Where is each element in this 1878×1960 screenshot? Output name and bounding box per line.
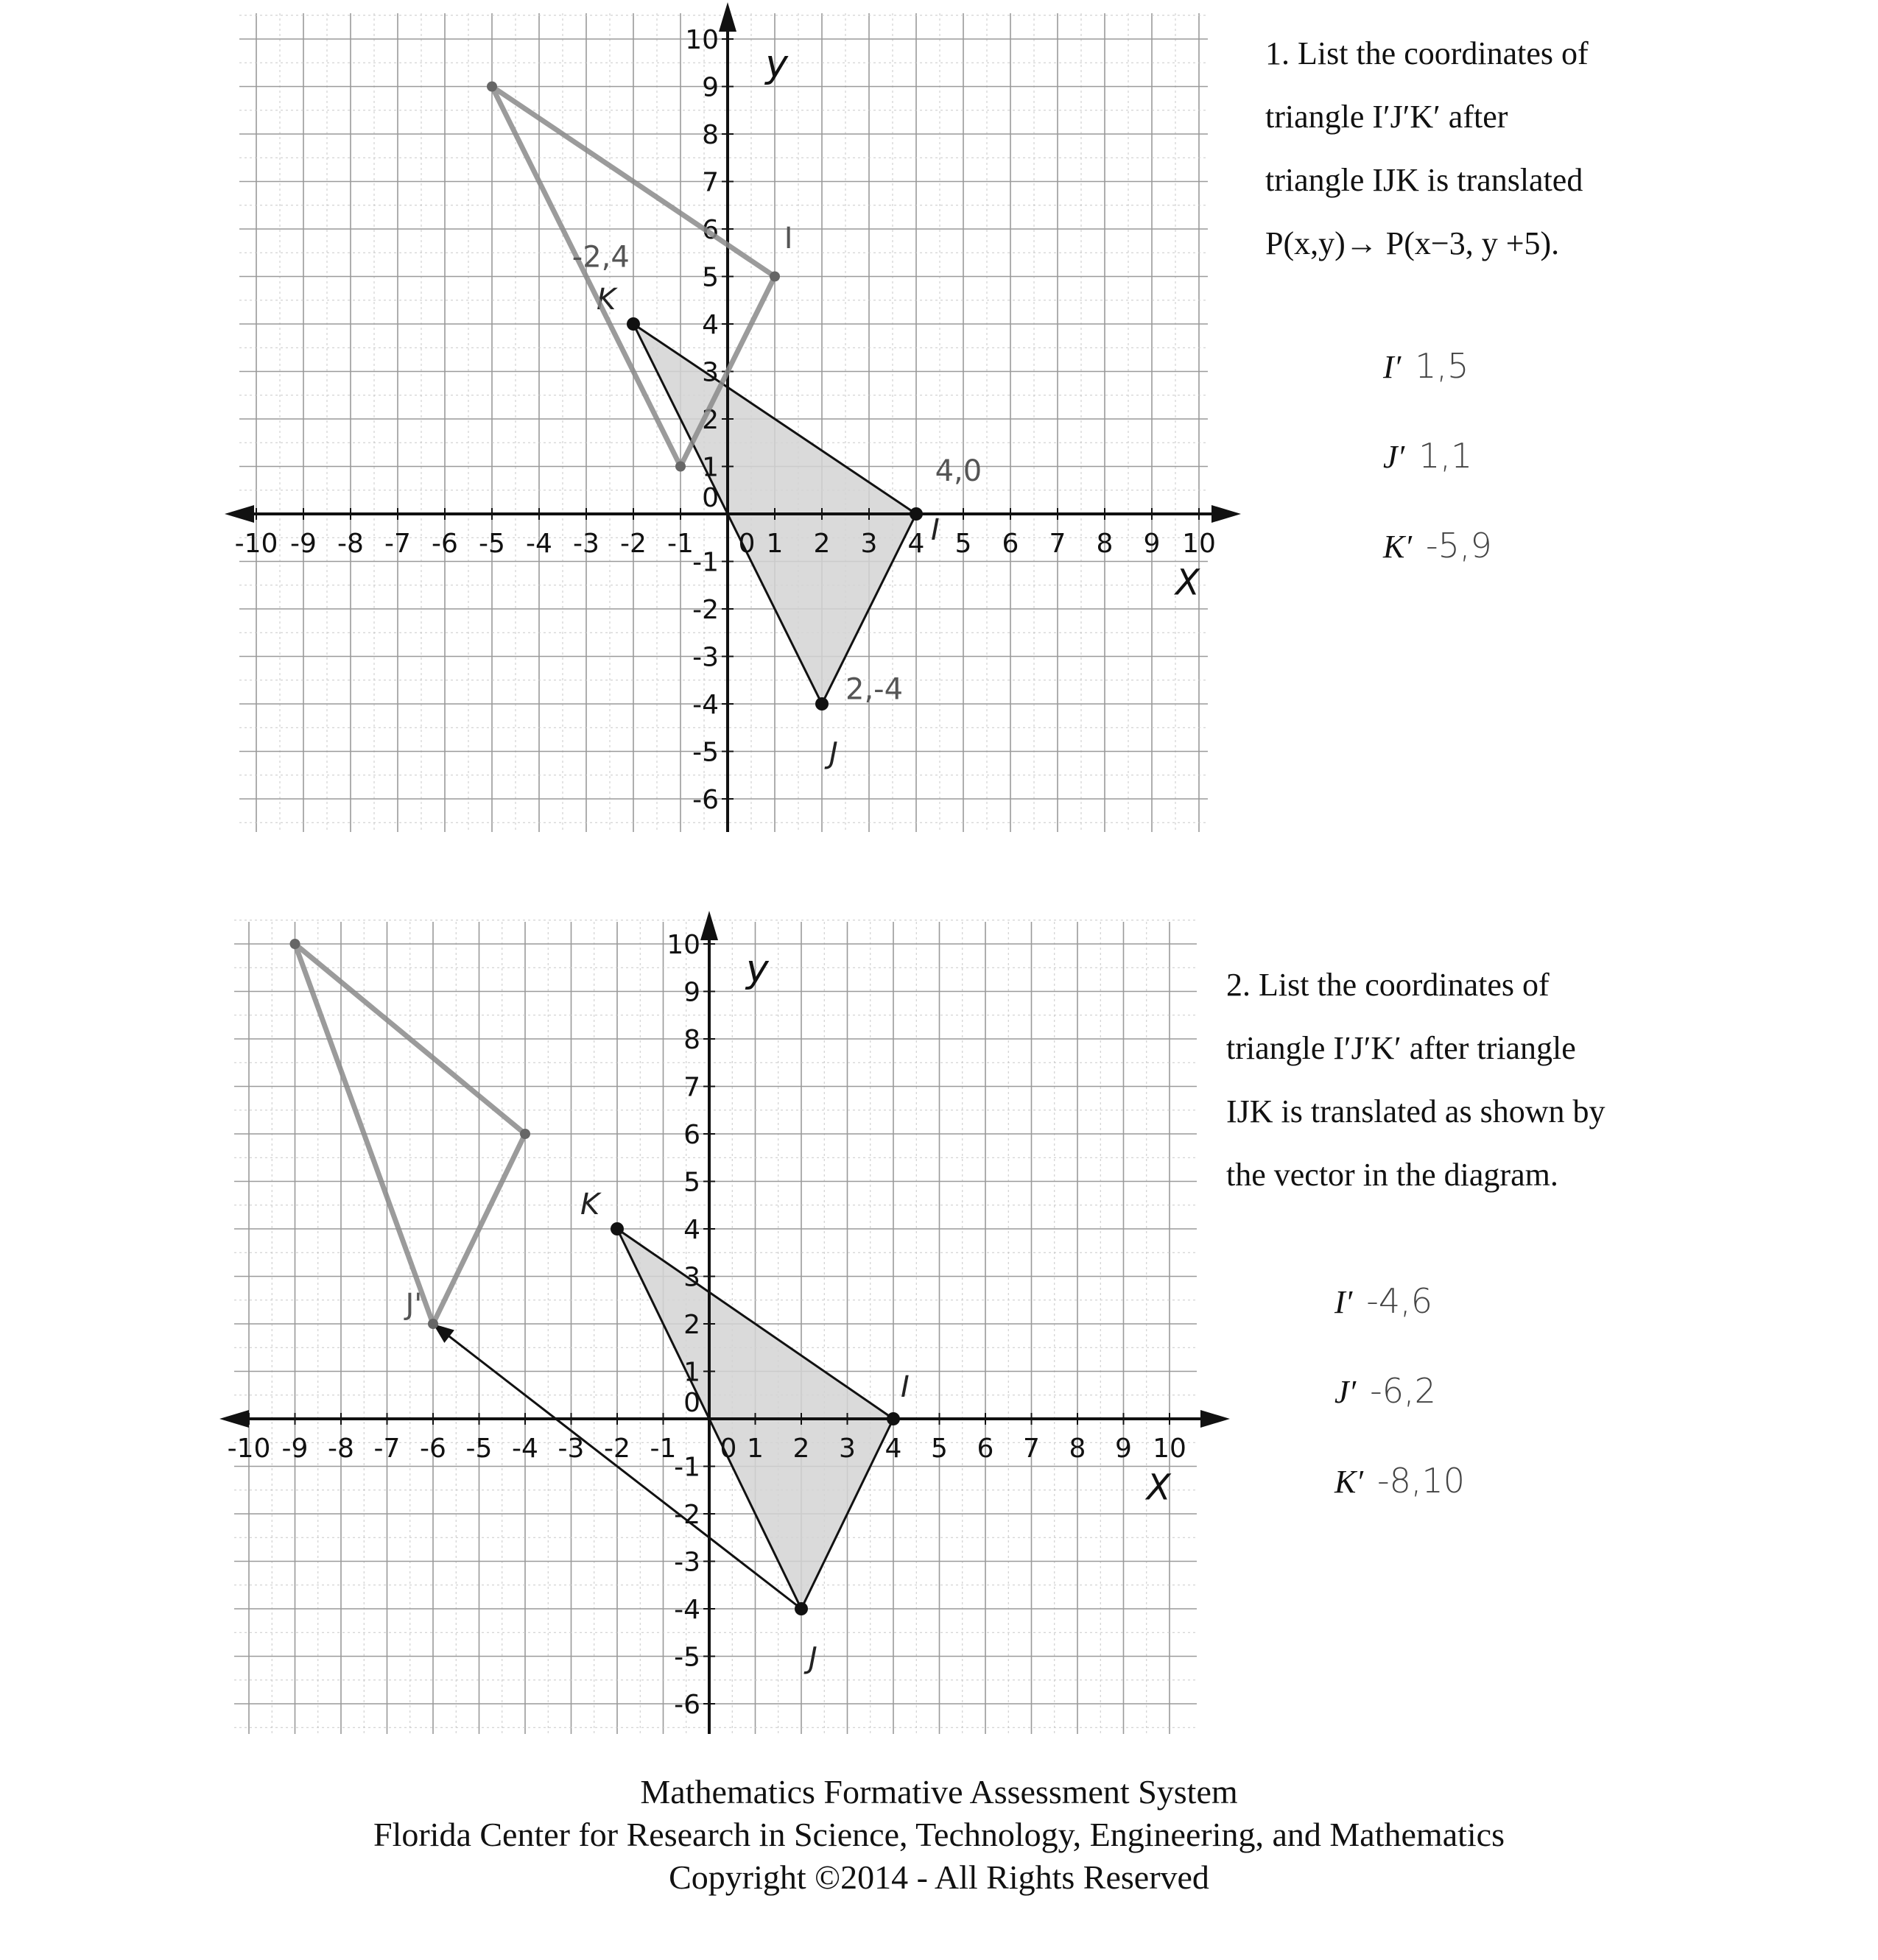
vertex-label-j: J bbox=[809, 1641, 817, 1675]
x-tick-label: -9 bbox=[281, 1434, 309, 1464]
y-tick-label: 10 bbox=[667, 930, 700, 960]
answer-row bbox=[1383, 436, 1492, 526]
answer-label: K′ bbox=[1383, 529, 1412, 565]
problem-2-answers bbox=[1334, 1281, 1465, 1551]
x-tick-label: 9 bbox=[1143, 529, 1161, 559]
vertex-label-i: I bbox=[931, 513, 940, 547]
y-tick-label: 7 bbox=[702, 167, 719, 198]
y-tick-label: 5 bbox=[683, 1167, 700, 1198]
problem-1-question bbox=[1265, 22, 1589, 275]
footer bbox=[0, 1771, 1878, 1899]
x-tick-label: -4 bbox=[512, 1434, 538, 1464]
x-tick-label: 4 bbox=[907, 529, 925, 559]
problem-2-question-line: IJK is translated as shown by bbox=[1226, 1093, 1606, 1129]
x-tick-label: 9 bbox=[1115, 1434, 1132, 1464]
y-tick-label: -2 bbox=[692, 595, 719, 625]
y-axis-arrow-up bbox=[719, 2, 736, 32]
y-tick-label: 6 bbox=[683, 1120, 700, 1150]
pencil-vertex bbox=[770, 272, 780, 282]
y-tick-label: 5 bbox=[702, 262, 719, 293]
x-tick-label: -2 bbox=[604, 1434, 630, 1464]
x-tick-label: 0 bbox=[720, 1434, 737, 1464]
x-tick-label: -5 bbox=[479, 529, 505, 559]
x-tick-label: 7 bbox=[1023, 1434, 1040, 1464]
problem-1-question-line: triangle IJK is translated bbox=[1265, 162, 1583, 198]
y-tick-label: 1 bbox=[683, 1357, 700, 1388]
y-tick-label: -6 bbox=[674, 1690, 700, 1720]
problem-2-question bbox=[1226, 953, 1606, 1207]
handwritten-answer: -8,10 bbox=[1376, 1461, 1466, 1501]
handwritten-note: J' bbox=[405, 1288, 423, 1322]
y-tick-label: -6 bbox=[692, 785, 719, 815]
x-tick-label: 10 bbox=[1153, 1434, 1186, 1464]
y-tick-label: 4 bbox=[702, 310, 719, 340]
pencil-vertex bbox=[520, 1129, 530, 1139]
problem-1-answers bbox=[1383, 346, 1492, 616]
handwritten-answer: -4,6 bbox=[1366, 1281, 1433, 1321]
y-tick-label: 8 bbox=[683, 1025, 700, 1055]
pencil-vertex bbox=[428, 1319, 438, 1329]
footer-line: Florida Center for Research in Science, Technology, Engineering, and Mathematics bbox=[373, 1816, 1505, 1853]
problem-1-question-line: 1. List the coordinates of bbox=[1265, 35, 1589, 71]
y-tick-label: -3 bbox=[674, 1547, 700, 1578]
answer-label: I′ bbox=[1334, 1284, 1353, 1320]
y-tick-label: 9 bbox=[683, 977, 700, 1008]
x-tick-label: 1 bbox=[766, 529, 784, 559]
y-tick-label: -5 bbox=[692, 737, 719, 768]
x-tick-label: 5 bbox=[931, 1434, 948, 1464]
y-tick-label: 8 bbox=[702, 120, 719, 150]
vertex-point-i bbox=[887, 1412, 900, 1425]
vertex-point-j bbox=[815, 697, 829, 711]
y-tick-label: -2 bbox=[674, 1500, 700, 1530]
vertex-point-k bbox=[611, 1222, 624, 1235]
x-axis-arrow-right bbox=[1211, 505, 1241, 523]
x-tick-label: -8 bbox=[337, 529, 364, 559]
coordinate-grid-1 bbox=[225, 2, 1241, 832]
x-tick-label: 8 bbox=[1096, 529, 1114, 559]
answer-label: I′ bbox=[1383, 349, 1402, 385]
footer-line: Copyright ©2014 - All Rights Reserved bbox=[669, 1858, 1209, 1896]
vertex-label-i: I bbox=[901, 1370, 910, 1404]
handwritten-note: I bbox=[784, 221, 793, 255]
y-tick-label: -1 bbox=[674, 1452, 700, 1483]
y-tick-label: 2 bbox=[683, 1310, 700, 1340]
handwritten-answer: 1,5 bbox=[1415, 346, 1469, 386]
handwritten-answer: 1,1 bbox=[1418, 436, 1473, 476]
handwritten-note: 2,-4 bbox=[845, 672, 904, 707]
problem-2-question-line: the vector in the diagram. bbox=[1226, 1157, 1558, 1193]
x-tick-label: 2 bbox=[813, 529, 831, 559]
answer-row bbox=[1334, 1461, 1465, 1551]
answer-row bbox=[1383, 526, 1492, 616]
x-tick-label: -10 bbox=[227, 1434, 271, 1464]
answer-row bbox=[1334, 1371, 1465, 1461]
problem-1-question-line: triangle I′J′K′ after bbox=[1265, 99, 1508, 135]
answer-label: K′ bbox=[1334, 1464, 1363, 1500]
handwritten-answer: -5,9 bbox=[1425, 526, 1492, 565]
x-tick-label: -1 bbox=[650, 1434, 677, 1464]
y-tick-label: 4 bbox=[683, 1215, 700, 1245]
vertex-point-i bbox=[910, 507, 923, 521]
x-tick-label: -9 bbox=[290, 529, 317, 559]
answer-row bbox=[1383, 346, 1492, 436]
x-tick-label: -8 bbox=[328, 1434, 354, 1464]
problem-2-question-line: triangle I′J′K′ after triangle bbox=[1226, 1030, 1576, 1066]
x-axis-label: X bbox=[1175, 562, 1200, 604]
answer-label: J′ bbox=[1383, 439, 1405, 475]
y-tick-label: 9 bbox=[702, 72, 719, 103]
answer-row bbox=[1334, 1281, 1465, 1371]
y-tick-label: 3 bbox=[702, 357, 719, 388]
x-tick-label: -6 bbox=[420, 1434, 446, 1464]
answer-label: J′ bbox=[1334, 1374, 1357, 1410]
x-tick-label: -1 bbox=[667, 529, 694, 559]
y-tick-label: -4 bbox=[692, 690, 719, 720]
y-tick-label: -3 bbox=[692, 642, 719, 673]
x-tick-label: 6 bbox=[977, 1434, 994, 1464]
x-tick-label: 7 bbox=[1049, 529, 1066, 559]
pencil-vertex bbox=[290, 939, 300, 949]
x-tick-label: -10 bbox=[234, 529, 278, 559]
y-tick-label: -1 bbox=[692, 547, 719, 578]
y-tick-label: 10 bbox=[685, 25, 719, 55]
y-tick-label: 0 bbox=[702, 483, 719, 513]
x-axis-arrow-left bbox=[225, 505, 254, 523]
pencil-vertex bbox=[675, 462, 686, 472]
footer-line: Mathematics Formative Assessment System bbox=[640, 1773, 1238, 1811]
x-tick-label: -3 bbox=[558, 1434, 585, 1464]
y-tick-label: 2 bbox=[702, 405, 719, 435]
x-axis-arrow-right bbox=[1200, 1410, 1230, 1428]
x-tick-label: 1 bbox=[747, 1434, 764, 1464]
x-tick-label: 5 bbox=[954, 529, 972, 559]
y-tick-label: 1 bbox=[702, 452, 719, 483]
x-tick-label: -7 bbox=[373, 1434, 401, 1464]
vertex-label-k: K bbox=[580, 1188, 600, 1222]
problem-1-question-line: P(x,y)→ P(x−3, y +5). bbox=[1265, 225, 1560, 261]
x-tick-label: 3 bbox=[839, 1434, 856, 1464]
x-tick-label: -7 bbox=[384, 529, 411, 559]
x-tick-label: 0 bbox=[738, 529, 756, 559]
y-tick-label: -5 bbox=[674, 1642, 700, 1673]
x-tick-label: 6 bbox=[1002, 529, 1019, 559]
handwritten-note: -2,4 bbox=[572, 240, 630, 275]
y-tick-label: 6 bbox=[702, 215, 719, 245]
y-tick-label: 7 bbox=[683, 1072, 700, 1103]
vertex-label-k: K bbox=[597, 283, 616, 317]
x-tick-label: -4 bbox=[526, 529, 552, 559]
x-tick-label: -2 bbox=[620, 529, 647, 559]
pencil-vertex bbox=[487, 82, 497, 92]
x-tick-label: 3 bbox=[860, 529, 878, 559]
y-axis-label: y bbox=[765, 42, 788, 87]
y-axis-label: y bbox=[746, 947, 769, 992]
x-tick-label: 8 bbox=[1069, 1434, 1086, 1464]
problem-2-question-line: 2. List the coordinates of bbox=[1226, 967, 1550, 1003]
coordinate-grid-2 bbox=[219, 911, 1230, 1734]
y-tick-label: -4 bbox=[674, 1595, 700, 1625]
x-tick-label: 2 bbox=[792, 1434, 810, 1464]
y-tick-label: 3 bbox=[683, 1262, 700, 1293]
handwritten-answer: -6,2 bbox=[1370, 1371, 1436, 1411]
x-tick-label: -5 bbox=[465, 1434, 493, 1464]
x-tick-label: -6 bbox=[432, 529, 458, 559]
y-axis-arrow-up bbox=[700, 911, 718, 940]
x-axis-label: X bbox=[1146, 1467, 1171, 1509]
vertex-label-j: J bbox=[829, 736, 838, 770]
y-tick-label: 0 bbox=[683, 1388, 700, 1418]
x-tick-label: 10 bbox=[1182, 529, 1216, 559]
x-axis-arrow-left bbox=[219, 1410, 249, 1428]
vertex-point-k bbox=[627, 317, 640, 331]
handwritten-note: 4,0 bbox=[935, 454, 982, 488]
x-tick-label: 4 bbox=[885, 1434, 902, 1464]
x-tick-label: -3 bbox=[573, 529, 599, 559]
